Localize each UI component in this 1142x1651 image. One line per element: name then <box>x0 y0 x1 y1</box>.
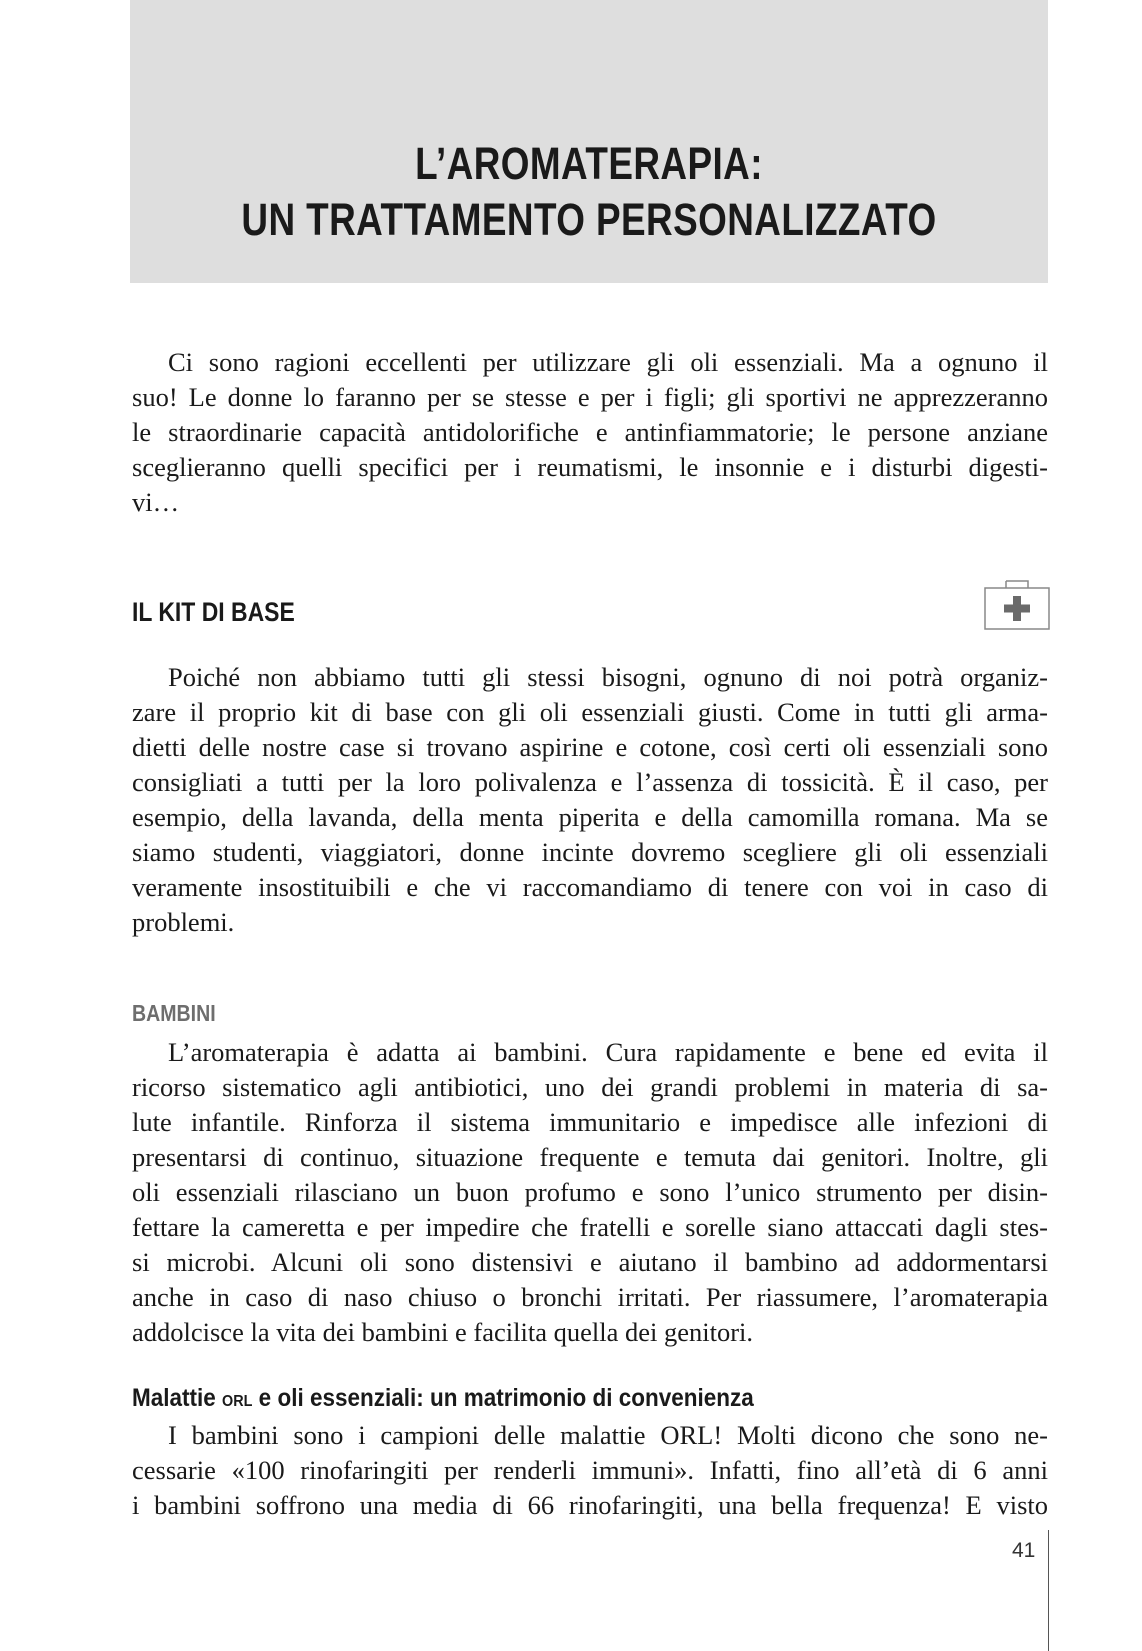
section-heading-bambini: BAMBINI <box>132 1000 216 1026</box>
paragraph-line: presentarsi di continuo, situazione frequente e temuta dai genitori. Inoltre, gli <box>132 1142 1048 1172</box>
paragraph-line: L’aromaterapia è adatta ai bambini. Cura rapidamente e bene ed evita il <box>168 1037 1048 1067</box>
section-heading-kit: IL KIT DI BASE <box>132 597 295 627</box>
paragraph-line: problemi. <box>132 907 235 937</box>
paragraph-line: anche in caso di naso chiuso o bronchi irritati. Per riassumere, l’aromaterapia <box>132 1282 1048 1312</box>
paragraph-line: dietti delle nostre case si trovano aspirine e cotone, così certi oli essenziali sono <box>132 732 1048 762</box>
first-aid-kit-icon <box>984 580 1050 630</box>
paragraph-line: le straordinarie capacità antidolorifiche e antinfiammatorie; le persone anziane <box>132 417 1048 447</box>
paragraph-line: ricorso sistematico agli antibiotici, uno dei grandi problemi in materia di sa- <box>132 1072 1048 1102</box>
paragraph-line: zare il proprio kit di base con gli oli essenziali giusti. Come in tutti gli arma- <box>132 697 1048 727</box>
paragraph-line: oli essenziali rilasciano un buon profumo e sono l’unico strumento per disin- <box>132 1177 1048 1207</box>
paragraph-line: I bambini sono i campioni delle malattie ORL! Molti dicono che sono ne- <box>168 1420 1048 1450</box>
paragraph-line: esempio, della lavanda, della menta piperita e della camomilla romana. Ma se <box>132 802 1048 832</box>
page-margin-rule <box>1048 1530 1049 1651</box>
subsection-heading-part: e oli essenziali: un matrimonio di convenienza <box>252 1384 754 1412</box>
subsection-heading-part: Malattie <box>132 1384 223 1412</box>
paragraph-line: suo! Le donne lo faranno per se stesse e per i figli; gli sportivi ne apprezzeranno <box>132 382 1048 412</box>
kit-paragraph <box>132 660 1048 940</box>
paragraph-line: siamo studenti, viaggiatori, donne incinte dovremo scegliere gli oli essenziali <box>132 837 1048 867</box>
paragraph-line: vi… <box>132 487 180 517</box>
page-number: 41 <box>1012 1539 1036 1562</box>
paragraph-line: consigliati a tutti per la loro polivalenza e l’assenza di tossicità. È il caso, per <box>132 767 1048 797</box>
paragraph-line: sceglieranno quelli specifici per i reumatismi, le insonnie e i disturbi digesti- <box>132 452 1048 482</box>
chapter-title <box>213 136 966 248</box>
paragraph-line: cessarie «100 rinofaringiti per renderli immuni». Infatti, fino all’età di 6 anni <box>132 1455 1048 1485</box>
paragraph-line: fettare la cameretta e per impedire che fratelli e sorelle siano attaccati dagli stes- <box>132 1212 1048 1242</box>
bambini-paragraph <box>132 1035 1048 1350</box>
paragraph-line: Poiché non abbiamo tutti gli stessi bisogni, ognuno di noi potrà organiz- <box>168 662 1048 692</box>
chapter-title-line-2: UN TRATTAMENTO PERSONALIZZATO <box>241 194 937 245</box>
paragraph-line: addolcisce la vita dei bambini e facilita quella dei genitori. <box>132 1317 754 1347</box>
orl-paragraph <box>132 1418 1048 1523</box>
subsection-heading-smallcaps: ORL <box>222 1393 253 1410</box>
paragraph-line: i bambini soffrono una media di 66 rinofaringiti, una bella frequenza! E visto <box>132 1490 1048 1520</box>
paragraph-line: veramente insostituibili e che vi raccomandiamo di tenere con voi in caso di <box>132 872 1048 902</box>
intro-paragraph <box>132 345 1048 520</box>
subsection-heading-orl <box>132 1384 754 1413</box>
paragraph-line: si microbi. Alcuni oli sono distensivi e aiutano il bambino ad addormentarsi <box>132 1247 1048 1277</box>
paragraph-line: Ci sono ragioni eccellenti per utilizzare gli oli essenziali. Ma a ognuno il <box>168 347 1048 377</box>
paragraph-line: lute infantile. Rinforza il sistema immunitario e impedisce alle infezioni di <box>132 1107 1048 1137</box>
chapter-title-line-1: L’AROMATERAPIA: <box>415 138 763 189</box>
